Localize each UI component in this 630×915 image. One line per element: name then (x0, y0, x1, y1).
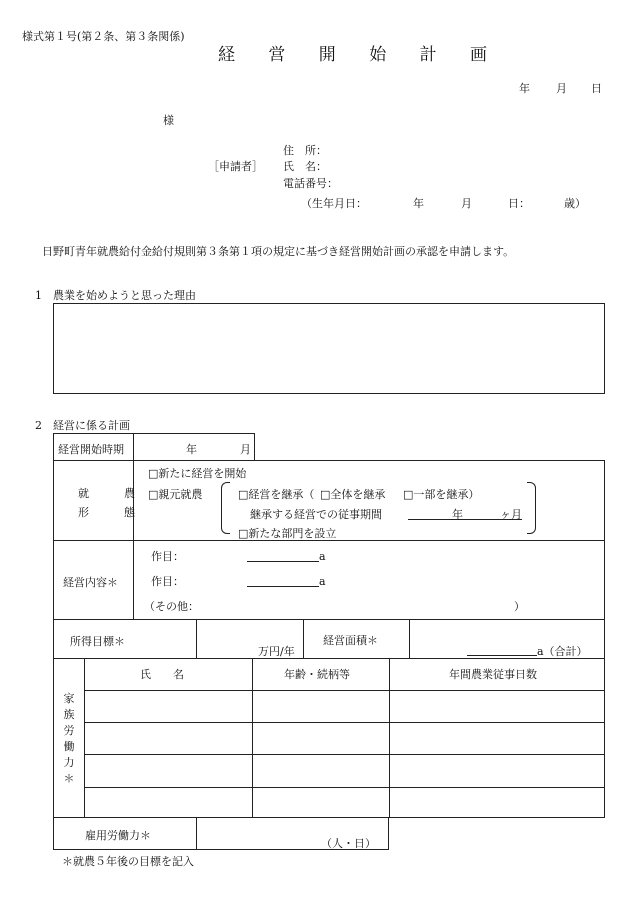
divider (196, 619, 197, 659)
birth-year: 年 (413, 197, 424, 210)
income-target-label: 所得目標＊ (70, 635, 125, 648)
intro-text: 日野町青年就農給付金給付規則第３条第１項の規定に基づき経営開始計画の承認を申請します。 (42, 245, 515, 258)
reason-textarea[interactable] (53, 303, 605, 394)
crop-2-field[interactable] (247, 586, 319, 587)
date-month: 月 (556, 82, 567, 95)
divider (303, 619, 304, 659)
period-month: ヶ月 (500, 508, 522, 521)
applicant-label: ［申請者］ (208, 160, 263, 173)
crop-1-unit: a (319, 550, 326, 563)
bracket-left (221, 482, 230, 534)
inherit-label: 経営を継承（ (248, 488, 315, 501)
divider (53, 619, 605, 620)
divider (84, 787, 605, 788)
inherit-all-label: 全体を継承 (330, 488, 386, 501)
footnote: ＊就農５年後の目標を記入 (62, 855, 194, 868)
new-management-checkbox[interactable] (148, 465, 246, 481)
divider (84, 722, 605, 723)
col-days-header: 年間農業従事日数 (449, 668, 537, 681)
start-month: 月 (240, 443, 251, 456)
inherit-all-checkbox[interactable] (320, 486, 385, 502)
page-title: 経 営 開 始 計 画 (218, 45, 502, 65)
other-close: ） (514, 600, 525, 613)
crop-2-label: 作目： (151, 575, 184, 588)
bracket-right (527, 482, 536, 534)
applicant-phone-label: 電話番号： (283, 177, 338, 190)
divider (84, 754, 605, 755)
divider (389, 658, 390, 818)
date-year: 年 (519, 82, 530, 95)
hired-labor-label: 雇用労働力＊ (85, 829, 151, 842)
birthdate-label: （生年月日： (301, 197, 367, 210)
crop-1-label: 作目： (151, 550, 184, 563)
birth-age: 歳） (564, 197, 586, 210)
inherit-part-checkbox[interactable] (403, 486, 479, 502)
crop-1-field[interactable] (247, 561, 319, 562)
section2-heading: 2 経営に係る計画 (35, 419, 130, 432)
section1-heading: 1 農業を始めようと思った理由 (35, 289, 196, 302)
management-content-label: 経営内容＊ (63, 576, 118, 589)
family-labor-label: 家 族 労 働 力 ＊ (63, 692, 75, 785)
applicant-address-label: 住 所： (283, 144, 327, 157)
new-management-label: 新たに経営を開始 (158, 467, 247, 480)
area-label: 経営面積＊ (323, 634, 378, 647)
start-timing-label: 経営開始時期 (58, 443, 124, 456)
parent-farm-checkbox[interactable] (148, 486, 202, 502)
divider (196, 817, 197, 850)
divider (84, 690, 605, 691)
addressee-suffix: 様 (163, 114, 174, 127)
crop-2-unit: a (319, 575, 326, 588)
farming-form-label-2: 形 態 (78, 506, 147, 519)
applicant-name-label: 氏 名： (283, 160, 327, 173)
inherit-part-label: 一部を継承） (413, 488, 480, 501)
area-unit: a（合計） (537, 645, 588, 658)
inherit-checkbox[interactable] (238, 486, 314, 502)
birth-month: 月 (461, 197, 472, 210)
date-day: 日 (591, 82, 602, 95)
parent-farm-label: 親元就農 (158, 488, 203, 501)
income-unit: 万円/年 (258, 645, 295, 658)
start-year: 年 (186, 443, 197, 456)
family-labor-table (53, 658, 605, 818)
hired-labor-unit: （人・日） (321, 837, 376, 850)
new-dept-checkbox[interactable] (238, 525, 336, 541)
divider (409, 619, 410, 659)
other-label: （その他： (144, 600, 199, 613)
divider (252, 658, 253, 818)
col-age-header: 年齢・続柄等 (284, 668, 350, 681)
form-number: 様式第１号(第２条、第３条関係) (22, 30, 185, 43)
col-name-header: 氏 名 (140, 668, 184, 681)
birth-day: 日： (508, 197, 530, 210)
farming-form-label-1: 就 農 (78, 487, 147, 500)
period-year: 年 (452, 508, 463, 521)
inherit-period-label: 継承する経営での従事期間 (250, 508, 382, 521)
new-dept-label: 新たな部門を設立 (248, 527, 337, 540)
divider (84, 658, 85, 818)
divider (133, 433, 134, 461)
area-field[interactable] (467, 655, 537, 656)
